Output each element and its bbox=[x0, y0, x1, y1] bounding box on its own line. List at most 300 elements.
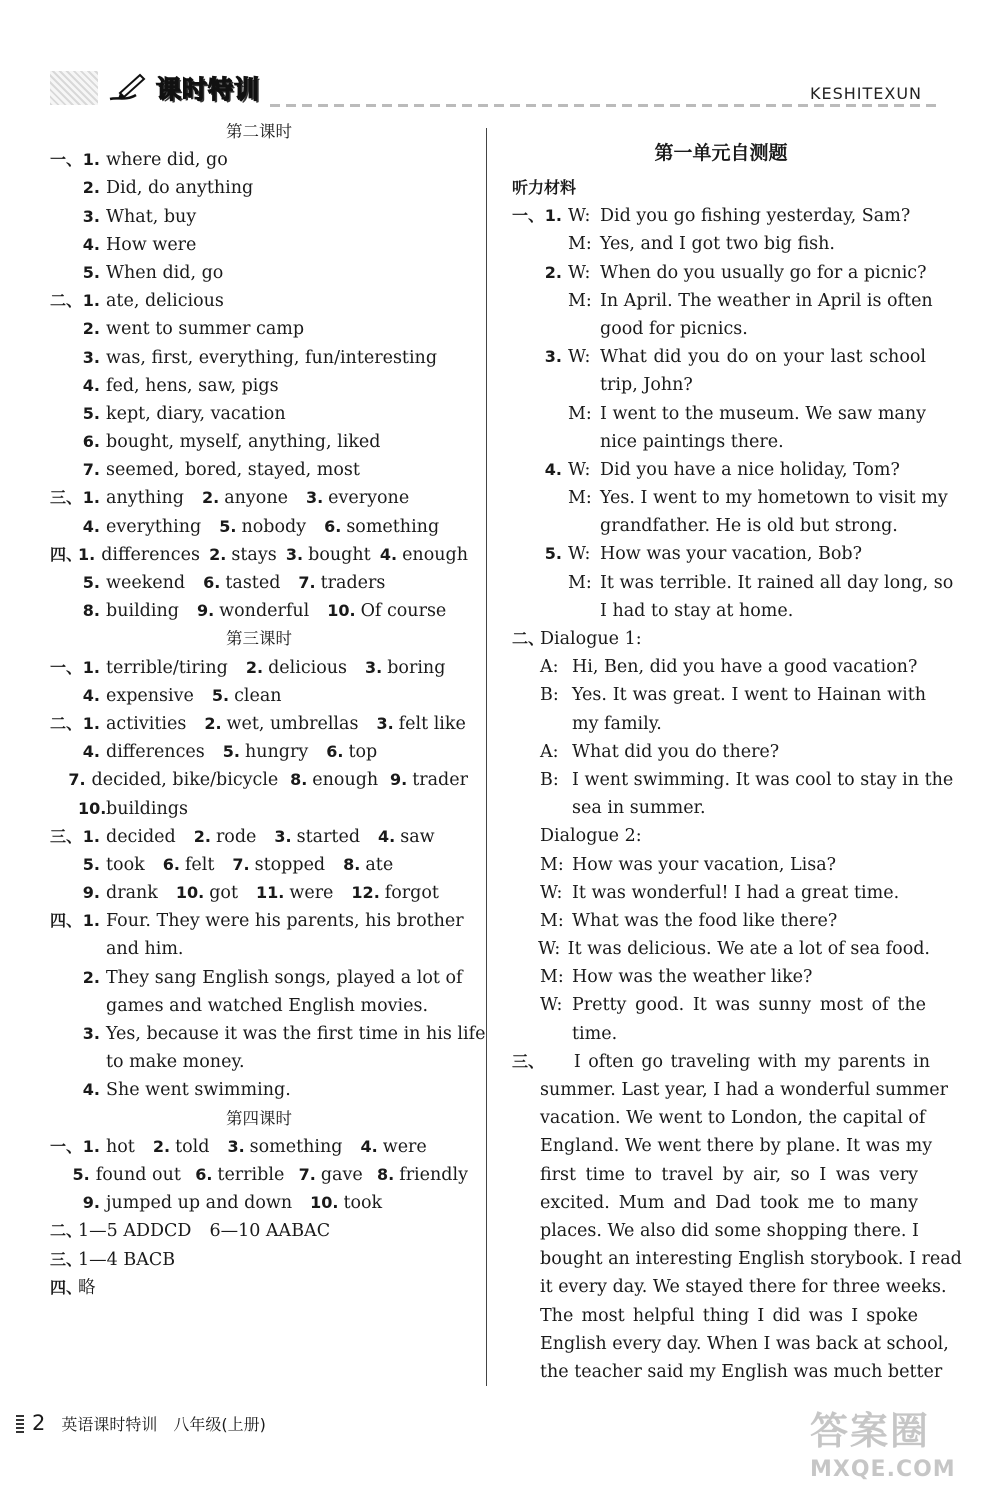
item-number: 7. bbox=[68, 770, 86, 790]
answer-text: enough bbox=[312, 770, 379, 791]
dialogue-text: Yes, and I got two big fish. bbox=[600, 234, 835, 255]
spacer bbox=[214, 851, 232, 879]
item-number: 4. bbox=[82, 1080, 100, 1100]
dialogue-text: Yes. It was great. I went to Hainan with bbox=[572, 685, 926, 706]
answer-line bbox=[50, 738, 468, 766]
section-marker bbox=[512, 851, 540, 879]
section-marker bbox=[50, 456, 78, 484]
section-marker: 四、 bbox=[50, 544, 83, 564]
answer-line bbox=[50, 456, 468, 484]
item-number bbox=[540, 315, 568, 343]
dialogue-line bbox=[512, 202, 930, 230]
spacer bbox=[209, 1133, 227, 1161]
dialogue-line bbox=[512, 907, 930, 935]
listening-title: 听力材料 bbox=[512, 178, 577, 197]
speaker-label bbox=[540, 794, 572, 822]
answer-text: clean bbox=[234, 685, 282, 706]
section-marker bbox=[512, 484, 540, 512]
passage-text: England. We went there by plane. It was my bbox=[540, 1136, 933, 1157]
answer-text: terrible/tiring bbox=[106, 657, 228, 678]
answer-text: rode bbox=[215, 826, 257, 847]
section-marker bbox=[50, 766, 68, 794]
item-number: 10. bbox=[327, 601, 356, 621]
section-marker bbox=[50, 851, 78, 879]
spacer bbox=[191, 1217, 209, 1245]
answer-text: nobody bbox=[241, 516, 307, 537]
section-marker bbox=[512, 1076, 540, 1104]
item-number bbox=[78, 1048, 106, 1076]
dialogue-line bbox=[512, 484, 948, 512]
item-number: 3. bbox=[305, 488, 324, 508]
answer-text: took bbox=[106, 854, 145, 875]
passage-text: English every day. When I was back at school, bbox=[540, 1333, 949, 1354]
spacer bbox=[325, 851, 343, 879]
dialogue-line bbox=[512, 822, 930, 850]
answer-text: ate bbox=[365, 854, 394, 875]
item-number: 8. bbox=[343, 854, 361, 874]
section-marker: 二、 bbox=[50, 713, 83, 733]
section-marker bbox=[50, 259, 78, 287]
speaker-label: A: bbox=[540, 741, 559, 762]
dialogue-text: Hi, Ben, did you have a good vacation? bbox=[572, 657, 918, 678]
section-marker bbox=[512, 794, 540, 822]
item-number: 3. bbox=[82, 347, 100, 367]
speaker-label: M: bbox=[540, 910, 564, 931]
section-marker bbox=[512, 766, 540, 794]
spacer bbox=[185, 569, 203, 597]
dialogue-line bbox=[512, 315, 930, 343]
answer-text: everyone bbox=[328, 488, 410, 509]
answer-text: top bbox=[348, 742, 378, 763]
book-title: 英语课时特训 bbox=[61, 1414, 158, 1434]
speaker-label: W: bbox=[540, 882, 563, 903]
item-number: 4. bbox=[378, 826, 396, 846]
answer-line bbox=[50, 1133, 468, 1161]
speaker-label bbox=[540, 1020, 572, 1048]
spacer bbox=[347, 654, 365, 682]
dialogue-text: It was terrible. It rained all day long, so bbox=[600, 572, 954, 593]
answer-line bbox=[50, 766, 468, 794]
answer-text: stays bbox=[231, 544, 277, 565]
section-marker bbox=[512, 230, 540, 258]
answer-text: stopped bbox=[254, 854, 326, 875]
answer-text: felt like bbox=[398, 713, 466, 734]
grade-label: 八年级(上册) bbox=[173, 1414, 266, 1434]
dialogue-line bbox=[512, 597, 930, 625]
section-marker bbox=[50, 400, 78, 428]
item-number: 10. bbox=[175, 883, 205, 903]
answer-line bbox=[50, 1274, 468, 1302]
section-marker bbox=[512, 1273, 540, 1301]
speaker-label: M: bbox=[540, 854, 564, 875]
speaker-label: M: bbox=[568, 234, 592, 255]
passage-line bbox=[512, 1245, 962, 1273]
dialogue-text: Did you have a nice holiday, Tom? bbox=[600, 459, 900, 480]
answer-line bbox=[50, 795, 468, 823]
item-number: 3. bbox=[274, 826, 292, 846]
item-number: 1. bbox=[82, 150, 100, 170]
item-number: 2. bbox=[201, 488, 220, 508]
spacer bbox=[238, 879, 256, 907]
answer-line bbox=[50, 287, 468, 315]
halftone-decoration bbox=[50, 71, 98, 105]
dialogue-text: sea in summer. bbox=[572, 798, 706, 819]
answer-text: gave bbox=[320, 1164, 363, 1185]
answer-text: boring bbox=[387, 657, 446, 678]
answer-line bbox=[50, 935, 468, 963]
item-number bbox=[78, 935, 106, 963]
answer-text: They sang English songs, played a lot of bbox=[106, 967, 463, 988]
section-marker bbox=[512, 540, 540, 568]
item-number: 2. bbox=[82, 319, 100, 339]
section-marker bbox=[50, 372, 78, 400]
passage-line bbox=[512, 1161, 930, 1189]
answer-line bbox=[50, 344, 468, 372]
item-number: 2. bbox=[245, 657, 264, 677]
passage-text: excited. Mum and Dad took me to many bbox=[540, 1192, 918, 1213]
section-marker bbox=[50, 935, 78, 963]
section-marker bbox=[50, 964, 78, 992]
item-number: 9. bbox=[390, 770, 408, 790]
item-number: 1. bbox=[82, 657, 100, 677]
answer-line bbox=[50, 174, 468, 202]
answer-text: buildings bbox=[106, 798, 188, 819]
item-number: 5. bbox=[82, 573, 100, 592]
section-marker bbox=[50, 1161, 72, 1189]
spacer bbox=[363, 1161, 377, 1189]
answer-text: was, first, everything, fun/interesting bbox=[106, 347, 438, 368]
answer-line bbox=[50, 823, 468, 851]
dialogue-line bbox=[512, 991, 930, 1019]
spacer bbox=[205, 738, 223, 766]
speaker-label bbox=[568, 371, 600, 399]
answer-line bbox=[50, 1217, 468, 1245]
dialogue-text: my family. bbox=[572, 713, 662, 734]
dialogue-text: What was the food like there? bbox=[572, 910, 838, 931]
item-number: 8. bbox=[82, 601, 100, 621]
passage-line bbox=[512, 1358, 943, 1386]
item-number: 4. bbox=[379, 544, 398, 564]
passage-text: places. We also did some shopping there. I bbox=[540, 1220, 919, 1241]
item-number: 9. bbox=[82, 1193, 100, 1213]
dialogue-text: What did you do there? bbox=[572, 741, 780, 762]
dialogue-line bbox=[512, 400, 930, 428]
answer-text: hungry bbox=[244, 742, 309, 763]
section-marker bbox=[512, 935, 538, 963]
dialogue-text: trip, John? bbox=[600, 375, 693, 396]
section-marker bbox=[512, 710, 540, 738]
dialogue-text: I went to the museum. We saw many bbox=[600, 403, 926, 424]
section-marker bbox=[50, 597, 78, 625]
section-marker bbox=[50, 795, 78, 823]
passage-line bbox=[512, 1104, 930, 1132]
section-marker bbox=[50, 203, 78, 231]
spacer bbox=[278, 766, 290, 794]
item-number: 5. bbox=[82, 262, 100, 282]
page-footer bbox=[16, 1408, 266, 1438]
item-number: 4. bbox=[82, 375, 100, 395]
speaker-label: W: bbox=[568, 544, 591, 565]
dialogue-line bbox=[512, 935, 930, 963]
item-number bbox=[540, 512, 568, 540]
answer-text: delicious bbox=[268, 657, 348, 678]
answer-text: anyone bbox=[224, 488, 288, 509]
answer-text: bought, myself, anything, liked bbox=[106, 432, 381, 453]
speaker-label: W: bbox=[568, 262, 591, 283]
dialogue-text: time. bbox=[572, 1023, 618, 1044]
answer-text: How were bbox=[106, 234, 197, 255]
section-marker bbox=[50, 738, 78, 766]
item-number: 5. bbox=[72, 1164, 90, 1184]
answer-text: and him. bbox=[106, 939, 184, 960]
section-marker bbox=[50, 174, 78, 202]
section-marker bbox=[512, 1302, 540, 1330]
listening-section-1 bbox=[512, 202, 954, 625]
section-marker bbox=[512, 315, 540, 343]
passage-text: it every day. We stayed there for three weeks. bbox=[540, 1277, 947, 1298]
dialogue-text: What did you do on your last school bbox=[600, 347, 926, 368]
item-number: 4. bbox=[82, 685, 100, 705]
section-marker bbox=[512, 681, 540, 709]
answer-text: forgot bbox=[384, 883, 439, 904]
listening-material-column bbox=[512, 118, 962, 1386]
item-number: 9. bbox=[82, 883, 100, 903]
speaker-label: M: bbox=[568, 488, 592, 509]
spacer bbox=[201, 513, 219, 541]
item-number: 3. bbox=[82, 206, 100, 226]
answer-text: felt bbox=[184, 854, 215, 875]
item-number: 7. bbox=[298, 573, 316, 592]
speaker-label: M: bbox=[568, 290, 592, 311]
speaker-label: W: bbox=[540, 995, 563, 1016]
answer-line bbox=[50, 1189, 468, 1217]
passage-text: summer. Last year, I had a wonderful summer bbox=[540, 1080, 948, 1100]
spacer bbox=[194, 682, 212, 710]
item-number bbox=[540, 371, 568, 399]
dialogue-text: Pretty good. It was sunny most of the bbox=[572, 995, 926, 1016]
answer-text: to make money. bbox=[106, 1052, 245, 1073]
section-marker bbox=[512, 1161, 540, 1189]
lesson-title: 第二课时 bbox=[226, 122, 292, 141]
answer-text: games and watched English movies. bbox=[106, 995, 429, 1016]
answer-line bbox=[50, 231, 468, 259]
item-number: 6. bbox=[82, 432, 100, 452]
answer-line bbox=[50, 259, 468, 287]
answer-text: where did, go bbox=[106, 150, 228, 171]
item-number: 6. bbox=[203, 573, 221, 592]
section-marker bbox=[50, 344, 78, 372]
dialogue-text: It was wonderful! I had a great time. bbox=[572, 882, 900, 903]
item-number bbox=[540, 400, 568, 428]
passage-line bbox=[512, 1189, 930, 1217]
answer-text: Did, do anything bbox=[106, 178, 254, 199]
item-number: 6. bbox=[324, 516, 342, 536]
logo bbox=[50, 70, 260, 106]
item-number: 9. bbox=[196, 601, 215, 621]
section-marker bbox=[512, 371, 540, 399]
item-number bbox=[540, 597, 568, 625]
answer-line bbox=[50, 851, 468, 879]
answer-line bbox=[50, 428, 468, 456]
passage-line bbox=[512, 1217, 930, 1245]
section-marker: 一、 bbox=[512, 206, 545, 226]
spacer bbox=[186, 710, 204, 738]
item-number: 3. bbox=[365, 657, 383, 677]
paragraph-indent bbox=[540, 1048, 558, 1076]
dialogue-text: How was your vacation, Bob? bbox=[600, 544, 863, 565]
watermark-bottom: MXQE.COM bbox=[810, 1457, 956, 1482]
answer-text: took bbox=[343, 1193, 383, 1214]
speaker-label: M: bbox=[540, 967, 564, 988]
passage-line bbox=[512, 1076, 948, 1104]
answer-line bbox=[50, 1020, 486, 1048]
spacer bbox=[135, 1133, 153, 1161]
answer-line bbox=[50, 315, 468, 343]
item-number: 3. bbox=[544, 347, 562, 367]
dialogue-text: I went swimming. It was cool to stay in the bbox=[572, 769, 954, 790]
item-number: 1. bbox=[82, 826, 100, 846]
spacer bbox=[360, 823, 378, 851]
section-marker bbox=[50, 879, 78, 907]
answer-line bbox=[50, 710, 468, 738]
dialogue-heading: Dialogue 1: bbox=[540, 629, 642, 649]
spacer bbox=[158, 879, 176, 907]
answer-line bbox=[50, 654, 468, 682]
answer-text: decided, bike/bicycle bbox=[91, 770, 279, 791]
answer-line bbox=[50, 1048, 468, 1076]
section-marker bbox=[50, 569, 78, 597]
answer-text: building bbox=[106, 601, 179, 622]
spacer bbox=[358, 710, 376, 738]
section-marker bbox=[50, 1189, 78, 1217]
dialogue-line bbox=[512, 879, 930, 907]
passage-text: The most helpful thing I did was I spoke bbox=[540, 1305, 918, 1326]
section-marker: 三、 bbox=[50, 1249, 83, 1269]
item-number: 1. bbox=[78, 544, 96, 564]
item-number: 8. bbox=[377, 1164, 395, 1184]
unit-title: 第一单元自测题 bbox=[654, 142, 788, 164]
dialogue-text: How was the weather like? bbox=[572, 967, 813, 988]
item-number: 1. bbox=[82, 713, 100, 733]
answer-text: bought bbox=[308, 544, 371, 565]
item-number bbox=[540, 428, 568, 456]
speaker-label bbox=[568, 597, 600, 625]
item-number: 1. bbox=[82, 1136, 100, 1156]
answer-line bbox=[50, 879, 468, 907]
item-number: 2. bbox=[152, 1136, 171, 1156]
dialogue-line bbox=[512, 625, 930, 653]
dialogue-line bbox=[512, 794, 930, 822]
answer-line bbox=[50, 992, 468, 1020]
spacer bbox=[181, 1161, 195, 1189]
dialogue-text: I had to stay at home. bbox=[600, 600, 794, 621]
speaker-label bbox=[568, 315, 600, 343]
answer-line bbox=[50, 203, 468, 231]
answer-line bbox=[50, 682, 468, 710]
answer-line bbox=[50, 372, 468, 400]
answer-text: started bbox=[296, 826, 361, 847]
section-marker: 一、 bbox=[50, 150, 83, 170]
item-number: 2. bbox=[544, 262, 562, 282]
watermark bbox=[810, 1400, 970, 1490]
spacer bbox=[176, 823, 194, 851]
section-marker bbox=[512, 963, 540, 991]
passage-text: I often go traveling with my parents in bbox=[573, 1051, 930, 1072]
section-marker bbox=[50, 1076, 78, 1104]
passage-line bbox=[512, 1302, 930, 1330]
item-number: 6. bbox=[195, 1164, 213, 1184]
dialogue-line bbox=[512, 963, 930, 991]
answer-line bbox=[50, 964, 468, 992]
page-number: 2 bbox=[32, 1411, 46, 1435]
answer-text: kept, diary, vacation bbox=[106, 403, 286, 424]
spacer bbox=[256, 823, 274, 851]
answer-line bbox=[50, 541, 468, 569]
dialogue-line bbox=[512, 371, 930, 399]
item-number: 7. bbox=[232, 854, 250, 874]
dialogue-line bbox=[512, 428, 930, 456]
answer-line bbox=[50, 400, 468, 428]
dialogue-text: nice paintings there. bbox=[600, 431, 784, 452]
answer-text: seemed, bored, stayed, most bbox=[106, 460, 360, 481]
listening-section-2 bbox=[512, 625, 954, 1048]
answer-text: ate, delicious bbox=[106, 291, 224, 312]
answer-text: found out bbox=[95, 1164, 181, 1185]
answer-text: weekend bbox=[106, 573, 186, 593]
section-marker: 四、 bbox=[50, 911, 83, 931]
spacer bbox=[145, 851, 163, 879]
brand-name: KESHITEXUN bbox=[809, 84, 922, 103]
answer-text: anything bbox=[106, 488, 184, 509]
speaker-label bbox=[568, 512, 600, 540]
section-marker: 二、 bbox=[512, 629, 545, 648]
dialogue-text: In April. The weather in April is often bbox=[600, 290, 933, 311]
section-marker bbox=[50, 315, 78, 343]
dialogue-line bbox=[512, 456, 930, 484]
listening-section-3 bbox=[512, 1048, 962, 1386]
item-number bbox=[540, 484, 568, 512]
section-marker: 三、 bbox=[512, 1051, 545, 1071]
speaker-label: W: bbox=[568, 206, 591, 227]
answer-text: were bbox=[289, 883, 334, 904]
dialogue-line bbox=[512, 259, 930, 287]
dialogue-line bbox=[512, 766, 954, 794]
dialogue-line bbox=[512, 287, 933, 315]
passage-line bbox=[512, 1048, 930, 1076]
spacer bbox=[277, 541, 286, 569]
answer-text: 6—10 AABAC bbox=[209, 1221, 331, 1242]
section-marker bbox=[512, 343, 540, 371]
answer-text: drank bbox=[106, 883, 158, 904]
answer-text: activities bbox=[106, 713, 187, 734]
spacer bbox=[309, 597, 327, 625]
answer-line bbox=[50, 146, 468, 174]
section-marker bbox=[512, 456, 540, 484]
spacer bbox=[280, 569, 298, 597]
speaker-label bbox=[568, 428, 600, 456]
section-marker bbox=[512, 991, 540, 1019]
speaker-label bbox=[540, 710, 572, 738]
item-number: 1. bbox=[82, 488, 100, 508]
item-number: 2. bbox=[209, 544, 227, 564]
item-number bbox=[78, 992, 106, 1020]
item-number: 10. bbox=[78, 798, 107, 818]
lesson-title: 第三课时 bbox=[226, 629, 292, 649]
answer-text: traders bbox=[320, 573, 386, 593]
section-marker bbox=[512, 879, 540, 907]
section-marker bbox=[50, 513, 78, 541]
item-number: 12. bbox=[351, 883, 380, 903]
